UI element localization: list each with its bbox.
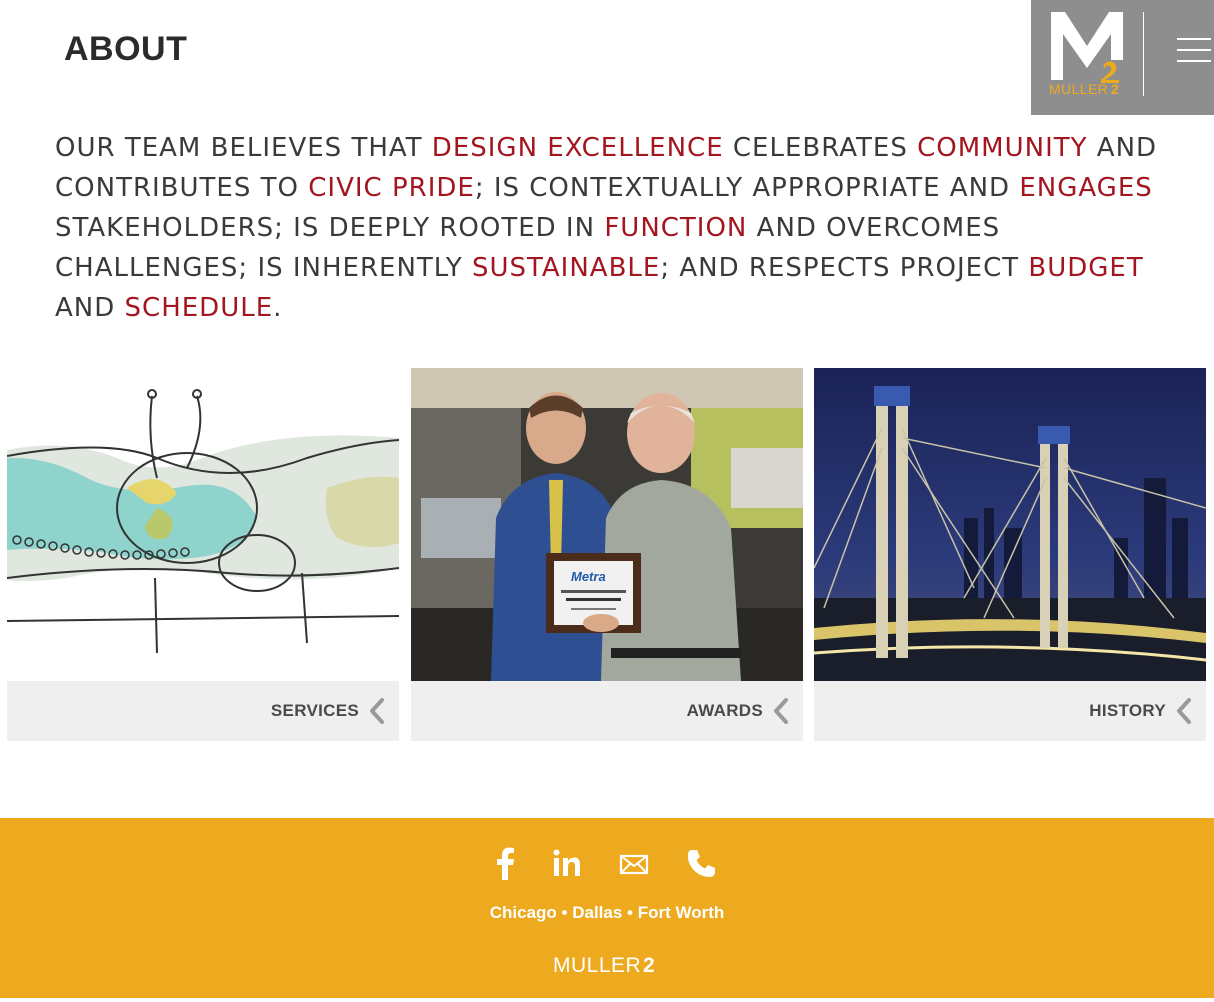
email-icon[interactable]	[616, 846, 652, 882]
linkedin-icon[interactable]	[549, 846, 585, 882]
mission-text: AND OVERCOMES CHALLENGES; IS INHERENTLY	[55, 213, 1001, 283]
awards-link[interactable]	[411, 681, 803, 741]
facebook-icon[interactable]	[488, 846, 524, 882]
logo-box[interactable]	[1031, 0, 1214, 115]
chevron-left-icon	[771, 697, 791, 725]
phone-icon[interactable]	[683, 846, 719, 882]
logo-divider	[1143, 12, 1144, 96]
mission-text: AND CONTRIBUTES TO	[55, 133, 1158, 203]
muller2-logo[interactable]	[1049, 10, 1125, 96]
svg-text:MULLER: MULLER	[553, 954, 642, 977]
mission-text: ; IS CONTEXTUALLY APPROPRIATE AND	[474, 173, 1020, 203]
mission-highlight: CIVIC PRIDE	[308, 173, 475, 203]
site-plan-sketch-image[interactable]	[7, 368, 399, 681]
card-services[interactable]	[7, 368, 399, 741]
services-link[interactable]	[7, 681, 399, 741]
awards-label: AWARDS	[686, 701, 763, 720]
history-link[interactable]	[814, 681, 1206, 741]
mission-text: STAKEHOLDERS; IS DEEPLY ROOTED IN	[55, 213, 605, 243]
mission-highlight: SUSTAINABLE	[471, 253, 661, 283]
mission-highlight: BUDGET	[1028, 253, 1144, 283]
mission-text: OUR TEAM BELIEVES THAT	[55, 133, 432, 163]
menu-button[interactable]	[1177, 38, 1211, 66]
svg-text:MULLER: MULLER	[1049, 81, 1109, 96]
card-awards[interactable]	[411, 368, 803, 741]
mission-text: .	[273, 293, 283, 323]
svg-text:Metra: Metra	[571, 569, 606, 584]
mission-text: CELEBRATES	[723, 133, 918, 163]
award-photo-image[interactable]	[411, 368, 803, 681]
mission-highlight: ENGAGES	[1019, 173, 1153, 203]
mission-highlight: FUNCTION	[604, 213, 748, 243]
mission-text: AND	[55, 293, 125, 323]
mission-highlight: COMMUNITY	[917, 133, 1088, 163]
chevron-left-icon	[1174, 697, 1194, 725]
chevron-left-icon	[367, 697, 387, 725]
mission-statement	[55, 128, 1185, 328]
bottom-strip	[0, 998, 1214, 1002]
office-locations: Chicago • Dallas • Fort Worth	[489, 903, 725, 922]
svg-text:2: 2	[643, 954, 655, 977]
mission-text: ; AND RESPECTS PROJECT	[660, 253, 1029, 283]
mission-highlight: SCHEDULE	[124, 293, 274, 323]
footer	[0, 818, 1214, 998]
footer-logo[interactable]	[553, 952, 661, 978]
svg-text:2: 2	[1111, 81, 1119, 96]
hamburger-icon	[1177, 38, 1211, 40]
history-label: HISTORY	[1089, 701, 1166, 720]
mission-highlight: DESIGN EXCELLENCE	[431, 133, 724, 163]
bridge-night-photo-image[interactable]	[814, 368, 1206, 681]
services-label: SERVICES	[270, 701, 359, 720]
page-title: ABOUT	[64, 30, 188, 68]
card-history[interactable]	[814, 368, 1206, 741]
